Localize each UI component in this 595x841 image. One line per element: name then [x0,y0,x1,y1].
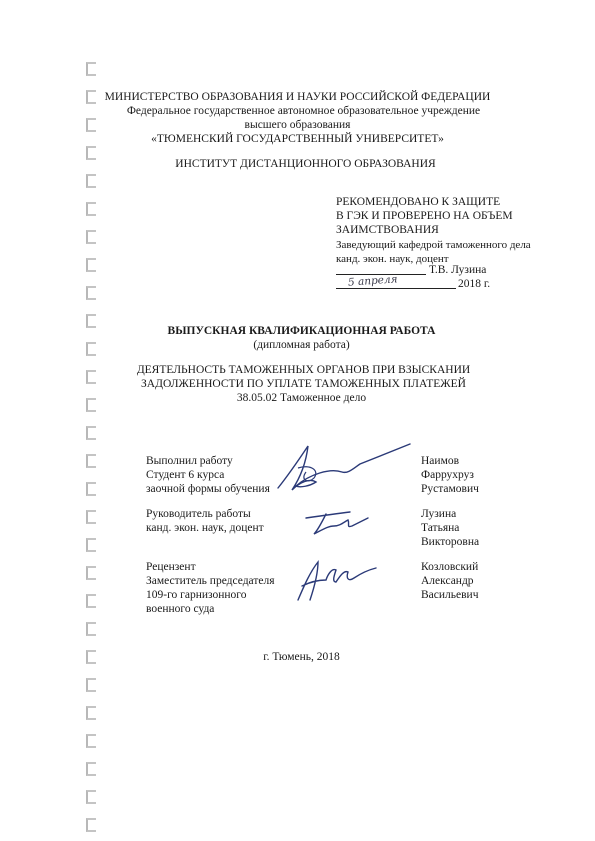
supervisor-name-3: Викторовна [421,536,480,548]
author-name-3: Рустамович [421,483,479,495]
institution-type-line-2: высшего образования [244,119,351,131]
author-signature [270,438,420,498]
city-year: г. Тюмень, 2018 [263,651,340,663]
approval-head-degree: канд. экон. наук, доцент [336,253,449,265]
supervisor-signature [300,500,380,540]
reviewer-name-2: Александр [421,575,474,587]
reviewer-role-2: Заместитель председателя [146,575,275,587]
author-name-2: Фаррухруз [421,469,474,481]
work-title-line-2: ЗАДОЛЖЕННОСТИ ПО УПЛАТЕ ТАМОЖЕННЫХ ПЛАТЕЖЕЙ [141,378,466,390]
institute-name: ИНСТИТУТ ДИСТАНЦИОННОГО ОБРАЗОВАНИЯ [175,158,436,170]
reviewer-role-1: Рецензент [146,561,196,573]
author-role-1: Выполнил работу [146,455,233,467]
institution-type-line-1: Федеральное государственное автономное образовательное учреждение [126,105,481,117]
approval-year: 2018 г. [458,278,491,290]
approval-line-2: В ГЭК И ПРОВЕРЕНО НА ОБЪЕМ [336,210,513,222]
head-name: Т.В. Лузина [429,264,487,276]
work-title-line-1: ДЕЯТЕЛЬНОСТЬ ТАМОЖЕННЫХ ОРГАНОВ ПРИ ВЗЫСКАНИИ [136,364,471,376]
author-role-3: заочной формы обучения [146,483,270,495]
reviewer-name-3: Васильевич [421,589,479,601]
work-subtype: (дипломная работа) [253,339,350,351]
work-type: ВЫПУСКНАЯ КВАЛИФИКАЦИОННАЯ РАБОТА [167,325,436,337]
reviewer-signature [292,556,382,606]
author-name-1: Наимов [421,455,460,467]
handwritten-date: 5 апреля [347,273,398,289]
reviewer-role-4: военного суда [146,603,215,615]
approval-line-3: ЗАИМСТВОВАНИЯ [336,224,439,236]
supervisor-name-1: Лузина [421,508,457,520]
supervisor-name-2: Татьяна [421,522,460,534]
supervisor-role-2: канд. экон. наук, доцент [146,522,264,534]
author-role-2: Студент 6 курса [146,469,225,481]
ministry-line: МИНИСТЕРСТВО ОБРАЗОВАНИЯ И НАУКИ РОССИЙСКОЙ ФЕДЕРАЦИИ [104,91,491,103]
specialty: 38.05.02 Таможенное дело [236,392,367,404]
approval-head-position: Заведующий кафедрой таможенного дела [336,239,531,251]
reviewer-name-1: Козловский [421,561,479,573]
approval-line-1: РЕКОМЕНДОВАНО К ЗАЩИТЕ [336,196,501,208]
university-name: «ТЮМЕНСКИЙ ГОСУДАРСТВЕННЫЙ УНИВЕРСИТЕТ» [151,133,444,145]
reviewer-role-3: 109-го гарнизонного [146,589,247,601]
spiral-binding [86,62,100,822]
supervisor-role-1: Руководитель работы [146,508,251,520]
